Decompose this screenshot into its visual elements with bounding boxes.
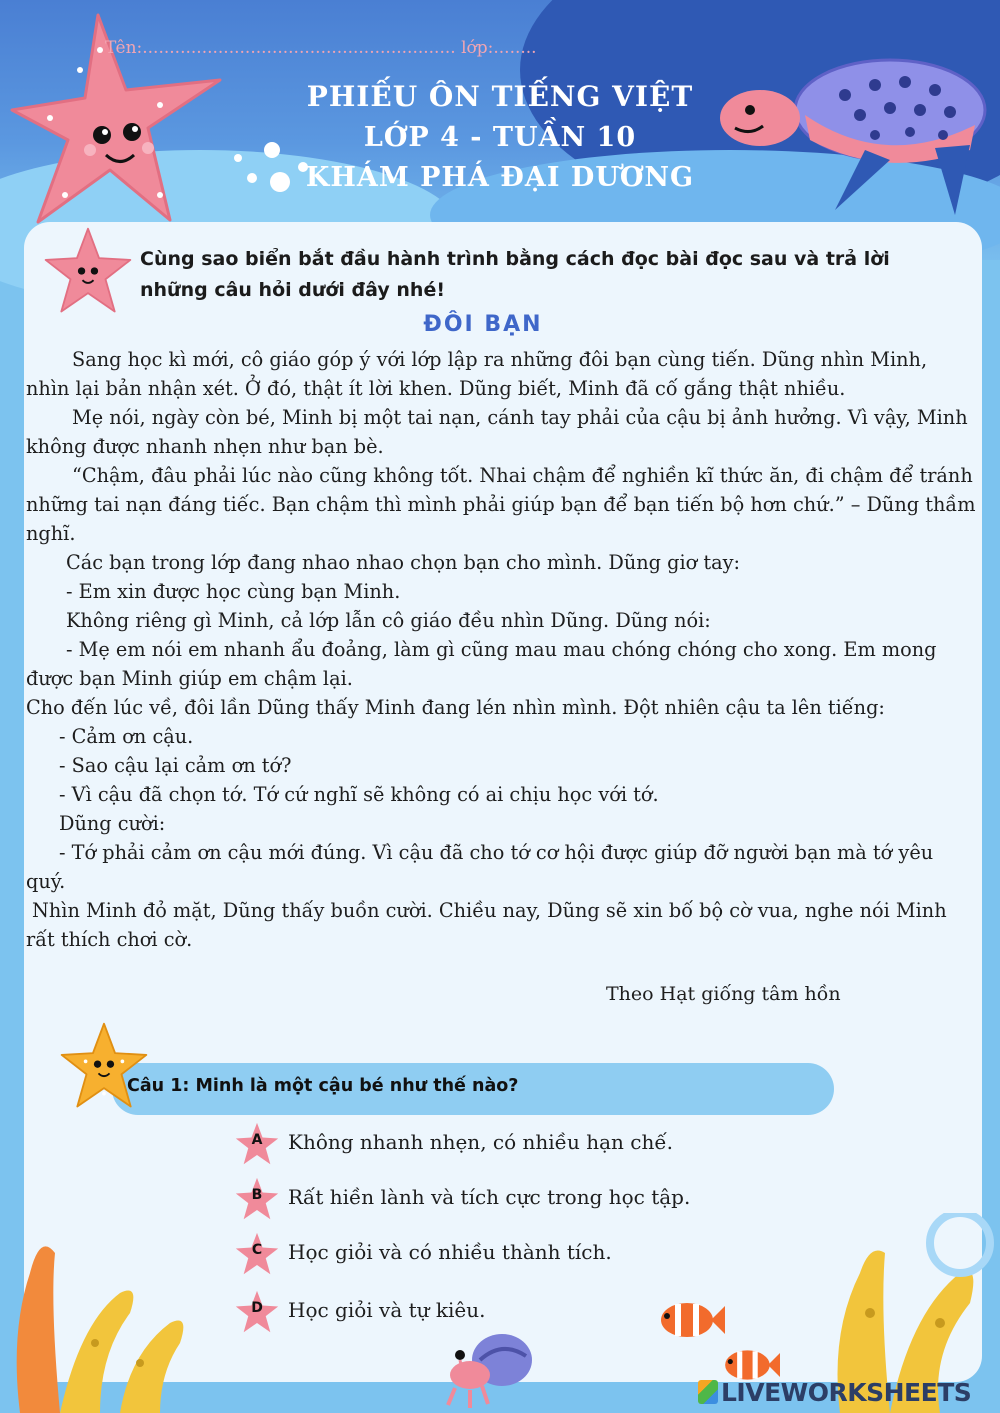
story-paragraph: - Vì cậu đã chọn tớ. Tớ cứ nghĩ sẽ không có ai chịu học với tớ.	[59, 783, 659, 806]
story-paragraph: Nhìn Minh đỏ mặt, Dũng thấy buồn cười. Chiều nay, Dũng sẽ xin bố bộ cờ vua, nghe nói Minh rất thích chơi cờ.	[26, 899, 947, 951]
story-paragraph: - Sao cậu lại cảm ơn tớ?	[59, 754, 292, 777]
starfish-icon	[58, 1020, 150, 1112]
story-credit: Theo Hạt giống tâm hồn	[606, 983, 841, 1005]
story-paragraph: Sang học kì mới, cô giáo góp ý với lớp lập ra những đôi bạn cùng tiến. Dũng nhìn Minh, nhìn lại bản nhận xét. Ở đó, thật ít lời khen. Dũng biết, Minh đã cố gắng thật nhiều.	[26, 348, 928, 400]
story-paragraph: Các bạn trong lớp đang nhao nhao chọn bạn cho mình. Dũng giơ tay:	[66, 551, 741, 574]
story-paragraph: - Cảm ơn cậu.	[59, 725, 194, 748]
coral-icon	[0, 1213, 240, 1413]
answer-option-c[interactable]	[234, 1231, 794, 1275]
story-paragraph: - Mẹ em nói em nhanh ẩu đoảng, làm gì cũng mau mau chóng chóng cho xong. Em mong được bạn Minh giúp em chậm lại.	[26, 638, 937, 690]
option-letter: A	[251, 1132, 263, 1148]
worksheet-theme: KHÁM PHÁ ĐẠI DƯƠNG	[305, 162, 695, 193]
worksheet-grade: LỚP 4 - TUẦN 10	[363, 122, 637, 153]
worksheet-title: PHIẾU ÔN TIẾNG VIỆT	[306, 80, 694, 113]
question-1-label: Câu 1: Minh là một cậu bé như thế nào?	[127, 1076, 519, 1096]
option-text: Học giỏi và tự kiêu.	[288, 1298, 486, 1322]
clownfish-icon	[655, 1298, 725, 1342]
answer-option-b[interactable]	[234, 1176, 794, 1220]
answer-option-a[interactable]	[234, 1121, 794, 1165]
starfish-icon	[42, 225, 134, 317]
hermit-crab-icon	[440, 1320, 540, 1410]
story-paragraph: Cho đến lúc về, đôi lần Dũng thấy Minh đang lén nhìn mình. Đột nhiên cậu ta lên tiếng:	[26, 696, 885, 719]
story-paragraph: - Tớ phải cảm ơn cậu mới đúng. Vì cậu đã cho tớ cơ hội được giúp đỡ người bạn mà tớ yêu quý.	[26, 841, 934, 893]
option-text: Học giỏi và có nhiều thành tích.	[288, 1240, 612, 1264]
story-paragraph: - Em xin được học cùng bạn Minh.	[66, 580, 401, 603]
story-title: ĐÔI BẠN	[423, 312, 543, 337]
option-text: Rất hiền lành và tích cực trong học tập.	[288, 1185, 691, 1209]
option-letter: B	[251, 1187, 263, 1203]
liveworksheets-mark-icon	[698, 1380, 718, 1404]
student-name-line: Tên:.......................................................... lớp:........	[105, 38, 537, 58]
intro-instruction: Cùng sao biển bắt đầu hành trình bằng cách đọc bài đọc sau và trả lời những câu hỏi dưới đây nhé!	[140, 248, 890, 301]
story-paragraph: “Chậm, đâu phải lúc nào cũng không tốt. Nhai chậm để nghiền kĩ thức ăn, đi chậm để tránh những tai nạn đáng tiếc. Bạn chậm thì mình phải giúp bạn để bạn tiến bộ hơn chứ.” – Dũng thầm nghĩ.	[26, 464, 976, 545]
liveworksheets-logo[interactable]	[698, 1378, 971, 1407]
story-text	[26, 345, 976, 954]
story-paragraph: Mẹ nói, ngày còn bé, Minh bị một tai nạn, cánh tay phải của cậu bị ảnh hưởng. Vì vậy, Minh không được nhanh nhẹn như bạn bè.	[26, 406, 968, 458]
option-text: Không nhanh nhẹn, có nhiều hạn chế.	[288, 1130, 673, 1154]
option-letter: C	[251, 1242, 263, 1258]
option-letter: D	[251, 1300, 263, 1316]
liveworksheets-brand: LIVEWORKSHEETS	[721, 1378, 972, 1407]
story-paragraph: Không riêng gì Minh, cả lớp lẫn cô giáo đều nhìn Dũng. Dũng nói:	[66, 609, 711, 632]
story-paragraph: Dũng cười:	[59, 812, 166, 835]
